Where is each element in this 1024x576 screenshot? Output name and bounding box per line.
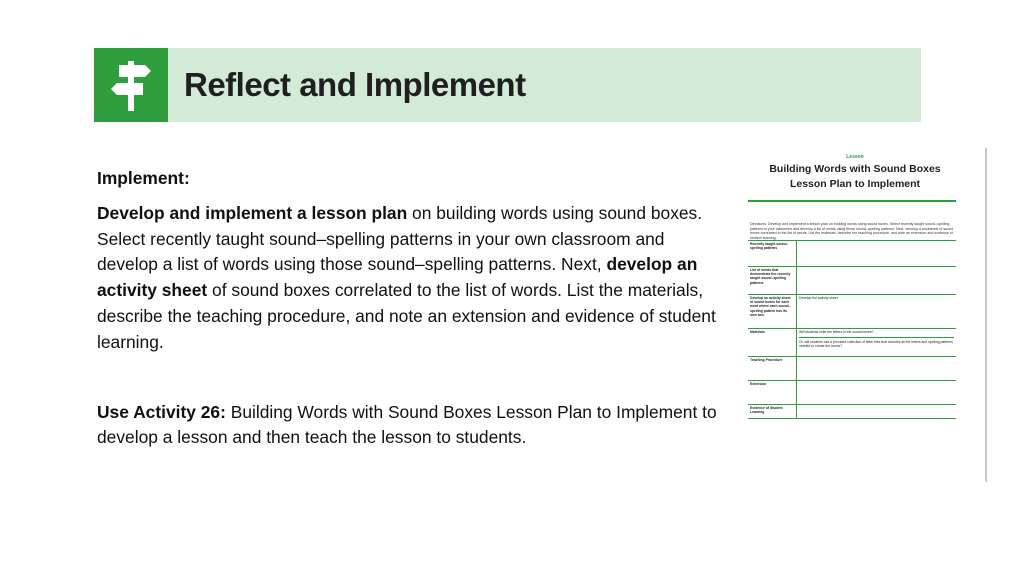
implement-bold-lead: Develop and implement a lesson plan [97,202,408,223]
worksheet-rule [748,200,956,202]
table-row [748,267,956,295]
implement-heading: Implement: [97,168,190,188]
worksheet-directions: Directions: Develop and implement a lesson plan on building words using sound boxes. Select recently taught sound–spelling patterns in your classroom and develop a list of words using those sound–spelling patterns. Next, develop a worksheet of sound boxes correlated to the list of words. List the materials, describe the teaching procedure, and note an extension and evidence of student learning. [750,222,954,240]
row-label: List of words that demonstrate the recently taught sound–spelling patterns [748,267,797,295]
main-text [97,166,717,451]
implement-text-2: of sound boxes correlated to the list of words. List the materials, describe the teaching procedure, and note an extension and evidence of student learning. [97,280,716,352]
row-value [797,267,957,295]
table-row [748,241,956,267]
row-label: Recently taught sound–spelling patterns [748,241,797,267]
table-row [748,357,956,381]
row-value: Develop the activity sheet. [797,295,957,329]
row-label: Evidence of Student Learning [748,405,797,419]
banner-icon-box [94,48,168,122]
page-title: Reflect and Implement [184,66,526,103]
implement-paragraph [97,201,717,356]
use-activity-text: Building Words with Sound Boxes Lesson Plan to Implement to develop a lesson and then teach the lesson to students. [97,401,717,448]
worksheet-title [742,162,968,192]
table-row [748,329,956,357]
row-value [797,405,957,419]
row-label: Materials [748,329,797,357]
row-value [797,381,957,405]
table-row [748,295,956,329]
row-label: Develop an activity sheet of sound boxes for each word where each sound–spelling pattern has its own box. [748,295,797,329]
header-banner [94,48,921,122]
worksheet-title-line1: Building Words with Sound Boxes [769,163,941,175]
table-row [748,381,956,405]
use-activity-paragraph [97,400,717,452]
table-row [748,405,956,419]
materials-option-2: Or, will students use a provided collection of letter tiles that includes all the letters and spelling patterns needed to create the words? [799,337,954,348]
row-label: Teaching Procedure [748,357,797,381]
row-value [797,329,957,357]
worksheet-thumbnail [742,148,987,482]
row-label: Extension [748,381,797,405]
use-activity-bold: Use Activity 26: [97,401,226,422]
implement-text-1: on building words using sound boxes. Select recently taught sound–spelling patterns in your own classroom and develop a list of words using those sound–spelling patterns. Next, [97,202,703,275]
materials-option-1: Will students write the letters in the sound boxes? [799,330,874,334]
signpost-icon [107,57,155,113]
row-value [797,241,957,267]
worksheet-title-line2: Lesson Plan to Implement [789,178,921,190]
worksheet-kicker: Lesson [846,154,864,160]
worksheet-table [748,240,956,419]
implement-bold-activity: develop an activity sheet [97,254,698,301]
row-value [797,357,957,381]
